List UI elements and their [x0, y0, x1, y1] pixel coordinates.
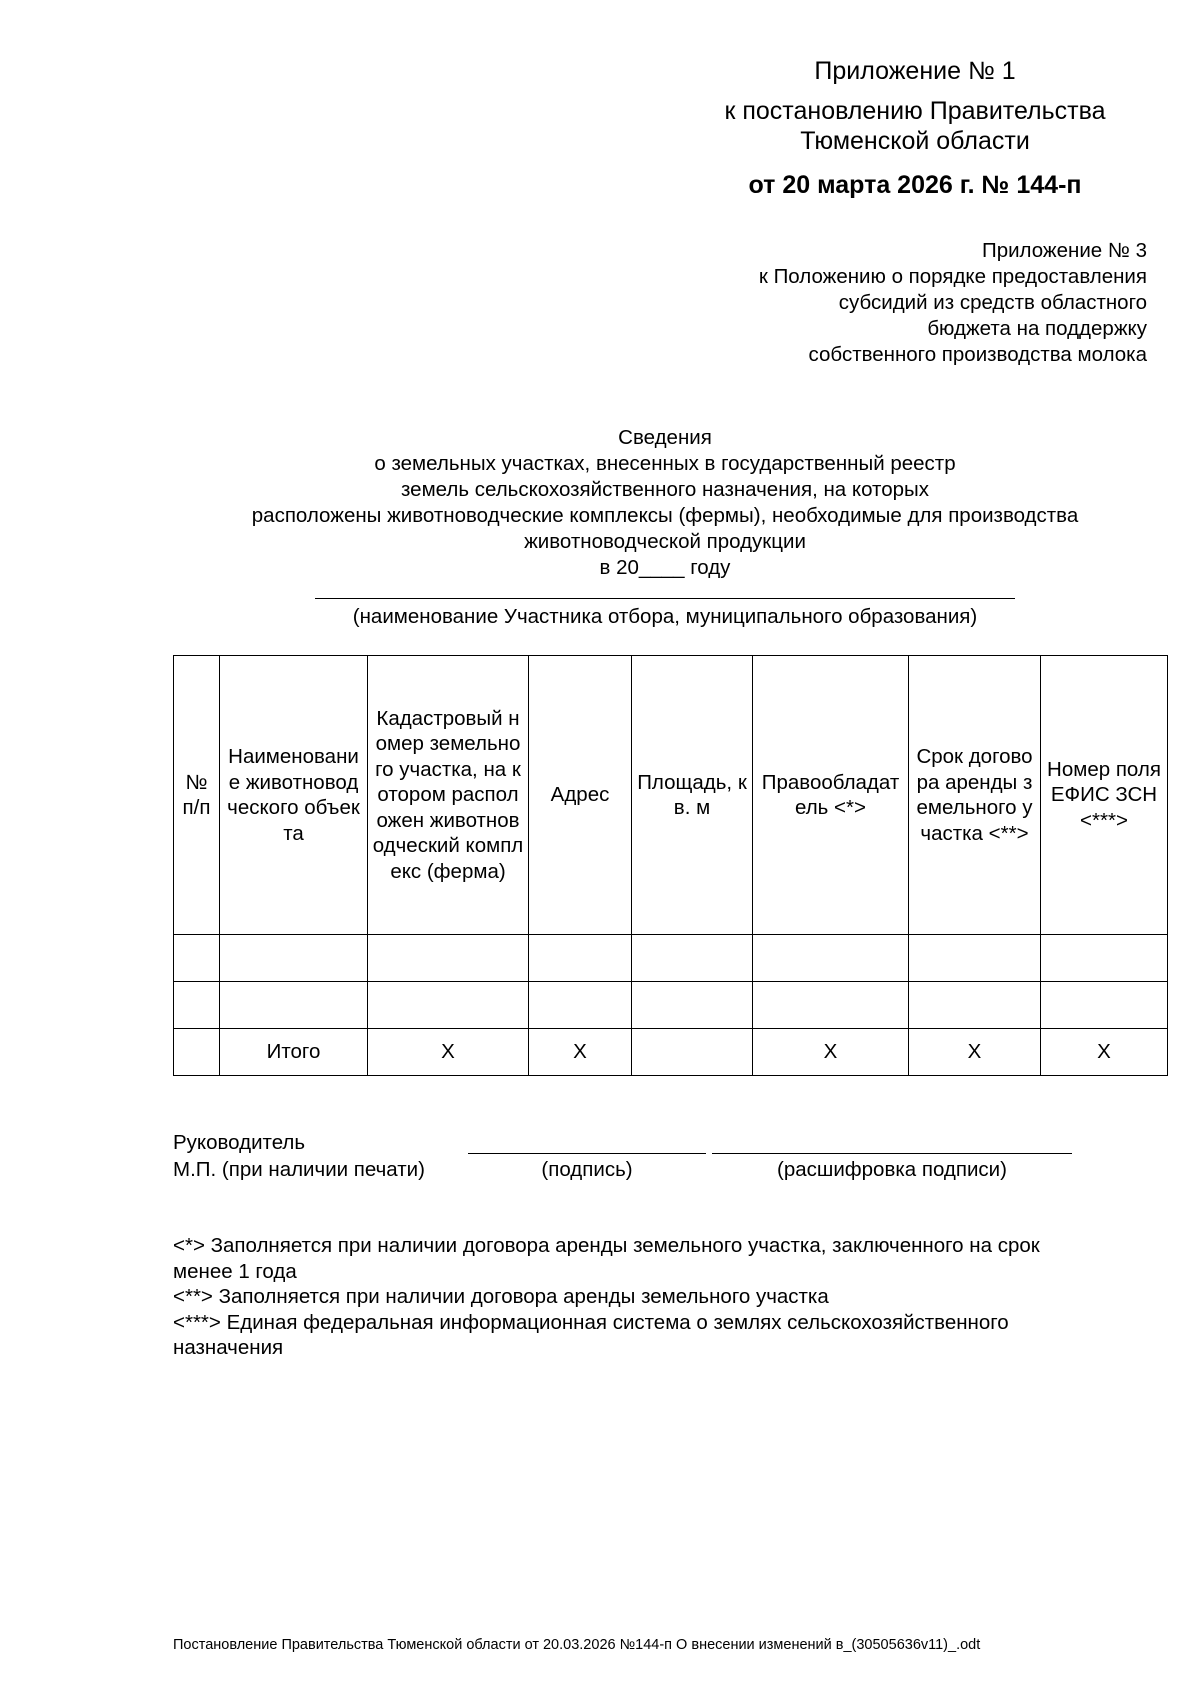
header-cell-area: Площадь, кв. м [632, 656, 753, 935]
table-cell[interactable] [174, 935, 220, 982]
header-cell-owner: Правообладатель <*> [753, 656, 909, 935]
table-cell[interactable] [632, 935, 753, 982]
footnote-line: назначения [173, 1336, 284, 1359]
header-cell-address: Адрес [529, 656, 632, 935]
signature-decode-caption: (расшифровка подписи) [777, 1158, 1007, 1181]
footnote-line: менее 1 года [173, 1259, 297, 1283]
title-line: Сведения [618, 426, 712, 449]
total-label: Итого [220, 1029, 368, 1076]
table-total-row [174, 1029, 1168, 1076]
table-cell[interactable] [174, 982, 220, 1029]
header-cell-number: № п/п [174, 656, 220, 935]
document-title [130, 425, 1200, 581]
signature-blank [468, 1153, 706, 1154]
table-cell[interactable] [220, 935, 368, 982]
participant-name-caption: (наименование Участника отбора, муниципального образования) [352, 605, 978, 628]
appendix-1-line2: к постановлению Правительства [724, 97, 1106, 125]
appendix-3-line: к Положению о порядке предоставления [758, 265, 1147, 288]
signature-head-label: Руководитель [173, 1131, 306, 1154]
total-cell: X [368, 1029, 529, 1076]
land-plots-table [173, 655, 1168, 1076]
header-cell-efis-field: Номер поля ЕФИС ЗСН <***> [1041, 656, 1168, 935]
appendix-3-line: бюджета на поддержку [927, 317, 1147, 340]
title-year-line: в 20____ году [599, 556, 731, 579]
title-line: расположены животноводческие комплексы (фермы), необходимые для производства [251, 504, 1079, 527]
total-cell: X [909, 1029, 1041, 1076]
table-cell[interactable] [220, 982, 368, 1029]
table-cell[interactable] [909, 935, 1041, 982]
table-cell[interactable] [368, 982, 529, 1029]
table-cell[interactable] [632, 982, 753, 1029]
footnote-line: <***> Единая федеральная информационная система о землях сельскохозяйственного [173, 1310, 1009, 1334]
title-line: животноводческой продукции [524, 530, 806, 553]
resolution-date-number: от 20 марта 2026 г. № 144-п [748, 171, 1082, 199]
total-cell-area[interactable] [632, 1029, 753, 1076]
total-cell [174, 1029, 220, 1076]
footnotes [173, 1233, 1153, 1361]
header-cell-cadastral-number: Кадастровый номер земельного участка, на котором расположен животноводческий комплекс (ферма) [368, 656, 529, 935]
total-cell: X [1041, 1029, 1168, 1076]
title-line: земель сельскохозяйственного назначения, на которых [401, 478, 929, 501]
footnote-line: <**> Заполняется при наличии договора аренды земельного участка [173, 1285, 829, 1308]
appendix-3-line: субсидий из средств областного [838, 291, 1147, 314]
stamp-label: М.П. (при наличии печати) [173, 1158, 425, 1181]
table-cell[interactable] [368, 935, 529, 982]
table-cell[interactable] [753, 935, 909, 982]
appendix-3-block [640, 238, 1147, 368]
title-line: о земельных участках, внесенных в государственный реестр [374, 452, 956, 475]
total-cell: X [753, 1029, 909, 1076]
appendix-1-line3: Тюменской области [800, 127, 1030, 155]
page-footer: Постановление Правительства Тюменской области от 20.03.2026 №144-п О внесении изменений в_(30505636v11)_.odt [173, 1637, 981, 1653]
table-cell[interactable] [1041, 935, 1168, 982]
appendix-3-line: собственного производства молока [808, 343, 1147, 366]
table-row [174, 982, 1168, 1029]
table-row [174, 935, 1168, 982]
table-cell[interactable] [1041, 982, 1168, 1029]
table-cell[interactable] [909, 982, 1041, 1029]
appendix-1-block [690, 56, 1140, 200]
table-cell[interactable] [529, 982, 632, 1029]
participant-name-blank [315, 598, 1015, 599]
header-cell-object-name: Наименование животноводческого объекта [220, 656, 368, 935]
footnote-line: <*> Заполняется при наличии договора аренды земельного участка, заключенного на срок [173, 1234, 1040, 1257]
signature-decode-blank [712, 1153, 1072, 1154]
header-cell-lease-term: Срок договора аренды земельного участка <**> [909, 656, 1041, 935]
total-cell: X [529, 1029, 632, 1076]
appendix-3-line: Приложение № 3 [981, 239, 1147, 262]
signature-caption: (подпись) [541, 1158, 633, 1181]
table-header-row [174, 656, 1168, 935]
table-cell[interactable] [529, 935, 632, 982]
table-cell[interactable] [753, 982, 909, 1029]
appendix-1-title: Приложение № 1 [814, 57, 1016, 85]
